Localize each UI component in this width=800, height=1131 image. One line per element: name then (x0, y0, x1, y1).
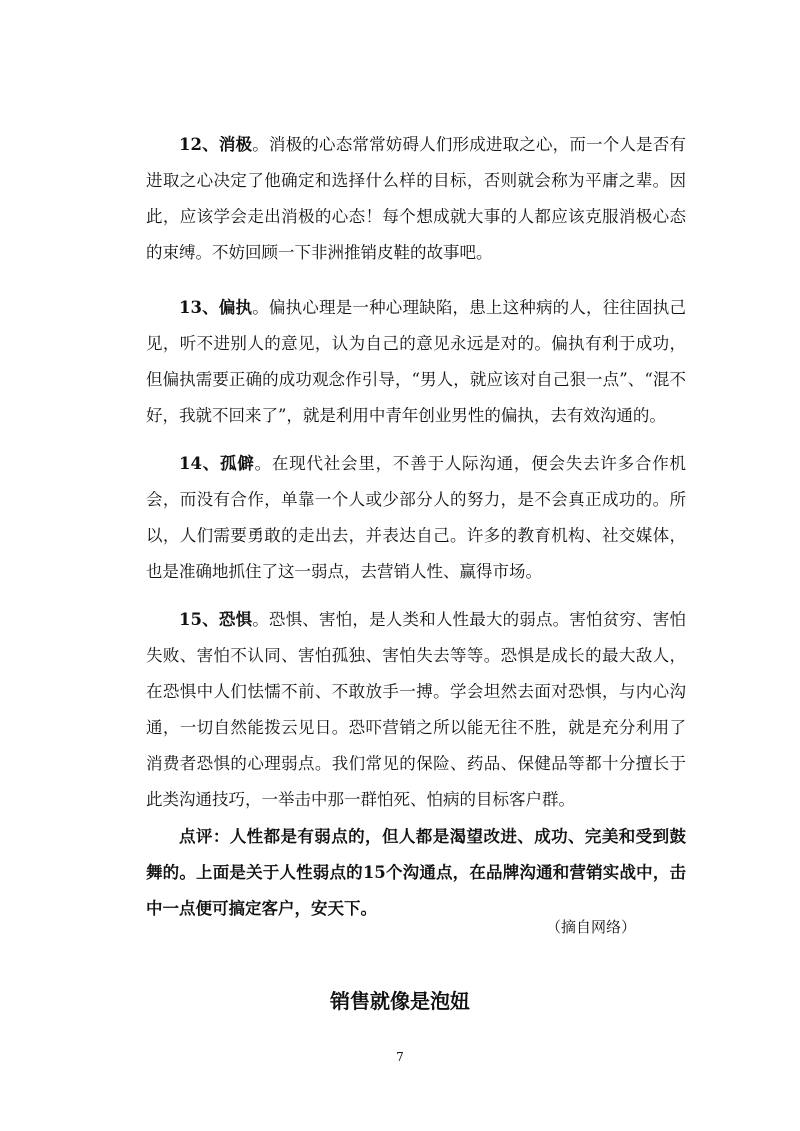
page-number: 7 (396, 1050, 404, 1064)
source-note: （摘自网络） (545, 918, 636, 936)
section-title: 销售就像是泡妞 (330, 989, 470, 1013)
comment-paragraph: 点评：人性都是有弱点的，但人都是渴望改进、成功、完美和受到鼓舞的。上面是关于人性弱点的15个沟通点，在品牌沟通和营销实战中，击中一点便可搞定客户，安天下。 (146, 827, 686, 918)
paragraph-text: 。偏执心理是一种心理缺陷，患上这种病的人，往往固执己见，听不进别人的意见，认为自己的意见永远是对的。偏执有利于成功，但偏执需要正确的成功观念作引导，“男人，就应该对自己狠一点”、“混不好，我就不回来了”，就是利用中青年创业男性的偏执，去有效沟通的。 (146, 298, 687, 425)
paragraph-12 (146, 127, 686, 271)
paragraph-13 (146, 290, 686, 434)
paragraph-heading: 13、偏执 (179, 298, 253, 317)
paragraph-text: 。恐惧、害怕，是人类和人性最大的弱点。害怕贫穷、害怕失败、害怕不认同、害怕孤独、害怕失去等等。恐惧是成长的最大敌人，在恐惧中人们怯懦不前、不敢放手一搏。学会坦然去面对恐惧，与内心沟通，一切自然能拨云见日。恐吓营销之所以能无往不胜，就是充分利用了消费者恐惧的心理弱点。我们常见的保险、药品、保健品等都十分擅长于此类沟通技巧，一举击中那一群怕死、怕病的目标客户群。 (146, 610, 687, 809)
paragraph-text: 。在现代社会里，不善于人际沟通，便会失去许多合作机会，而没有合作，单靠一个人或少部分人的努力，是不会真正成功的。所以，人们需要勇敢的走出去，并表达自己。许多的教育机构、社交媒体，也是准确地抓住了这一弱点，去营销人性、赢得市场。 (146, 454, 686, 581)
paragraph-15 (146, 602, 686, 818)
paragraph-14 (146, 446, 686, 590)
paragraph-heading: 12、消极 (179, 135, 253, 154)
paragraph-heading: 14、孤僻 (179, 454, 255, 473)
paragraph-heading: 15、恐惧 (179, 610, 253, 629)
paragraph-text: 。消极的心态常常妨碍人们形成进取之心，而一个人是否有进取之心决定了他确定和选择什么样的目标，否则就会称为平庸之辈。因此，应该学会走出消极的心态！每个想成就大事的人都应该克服消极心态的束缚。不妨回顾一下非洲推销皮鞋的故事吧。 (146, 135, 687, 262)
